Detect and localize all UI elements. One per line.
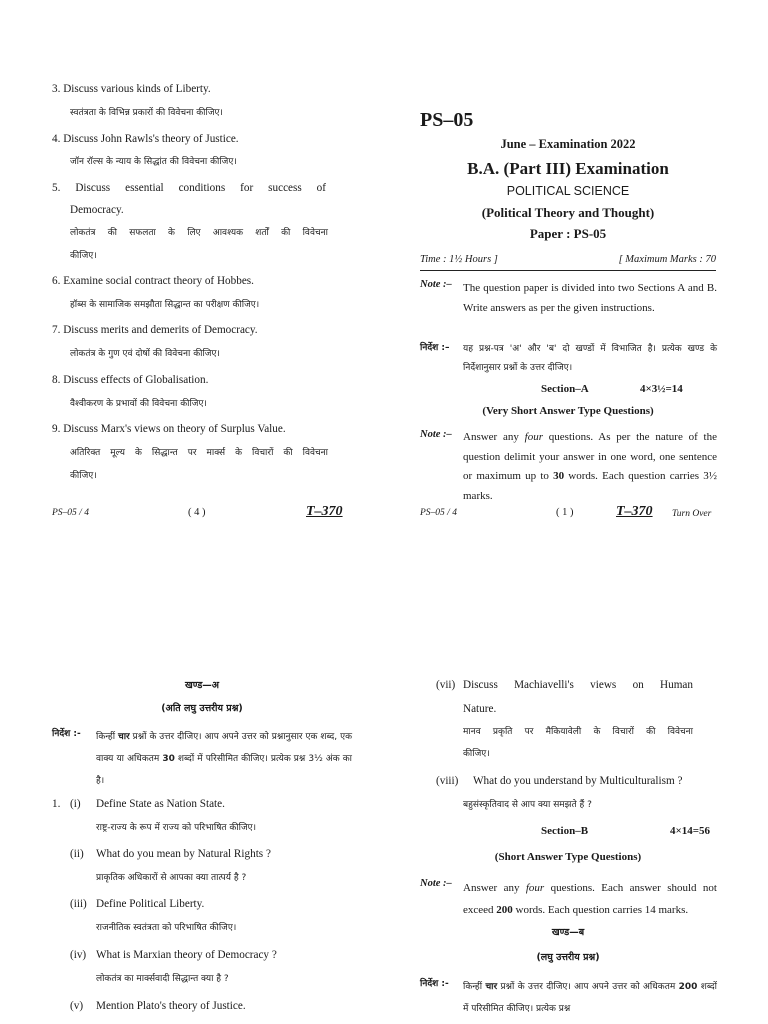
- divider: [420, 270, 716, 271]
- note-text: Answer any four questions. Each answer should not exceed 200 words. Each question carries 14 marks.: [463, 882, 717, 916]
- item-4-number: (iv): [70, 949, 87, 961]
- exam-session: June – Examination 2022: [500, 137, 636, 151]
- note2-label: Note :–: [420, 429, 452, 440]
- note2-text: Answer any four questions. As per the nature of the question delimit your answer in one word, one sentence or maximum up to 30 words. Each question carries 3½ marks.: [463, 431, 717, 502]
- paper-number: Paper : PS-05: [529, 226, 607, 241]
- note-label: Note :–: [420, 279, 452, 290]
- question-7-hindi: लोकतंत्र के गुण एवं दोषों की विवेचना कीजिए।: [70, 349, 220, 359]
- question-4: 4. Discuss John Rawls's theory of Justice.: [52, 133, 239, 145]
- item-4-text: What is Marxian theory of Democracy ?: [96, 949, 277, 961]
- item-1-text: Define State as Nation State.: [96, 798, 225, 810]
- note-label: Note :–: [420, 878, 452, 889]
- question-9-hindi: अतिरिक्त मूल्य के सिद्धान्त पर मार्क्स के विचारों की विवेचना कीजिए।: [70, 448, 328, 481]
- question-6: 6. Examine social contract theory of Hobbes.: [52, 275, 254, 287]
- footer-tcode: T–370: [616, 504, 653, 519]
- khand-a-type: (अति लघु उत्तरीय प्रश्न): [161, 703, 243, 714]
- question-8-hindi: वैश्वीकरण के प्रभावों की विवेचना कीजिए।: [70, 399, 207, 409]
- item-4-hindi: लोकतंत्र का मार्क्सवादी सिद्धान्त क्या है ?: [96, 974, 229, 984]
- turn-over: Turn Over: [672, 509, 712, 519]
- item-5-number: (v): [70, 1000, 84, 1012]
- question-6-hindi: हॉब्स के सामाजिक समझौता सिद्धान्त का परीक्षण कीजिए।: [70, 300, 260, 310]
- item-3-number: (iii): [70, 898, 87, 910]
- nirdesh-text: यह प्रश्न-पत्र 'अ' और 'ब' दो खण्डों में विभाजित है। प्रत्येक खण्ड के निर्देशानुसार प्रश्नों के उत्तर दीजिए।: [463, 344, 717, 373]
- item-3-text: Define Political Liberty.: [96, 898, 205, 910]
- item-8-number: (viii): [436, 775, 459, 787]
- section-b-title: Section–B: [541, 825, 589, 837]
- footer-code: PS–05 / 4: [420, 508, 457, 518]
- exam-topic: (Political Theory and Thought): [481, 205, 655, 220]
- question-5: 5. Discuss essential conditions for success of Democracy.: [52, 182, 326, 216]
- time-allowed: Time : 1½ Hours ]: [420, 254, 498, 265]
- maximum-marks: [ Maximum Marks : 70: [618, 254, 716, 265]
- item-8-hindi: बहुसंस्कृतिवाद से आप क्या समझते हैं ?: [463, 800, 592, 810]
- nirdesh-label: निर्देश :-: [420, 979, 449, 989]
- question-3-hindi: स्वतंत्रता के विभिन्न प्रकारों की विवेचना कीजिए।: [70, 108, 223, 118]
- nirdesh-label: निर्देश :-: [52, 729, 81, 739]
- khand-b-title: खण्ड—ब: [551, 927, 585, 938]
- item-5-text: Mention Plato's theory of Justice.: [96, 1000, 246, 1012]
- item-7-hindi: मानव प्रकृति पर मैकियावेली के विचारों की विवेचना कीजिए।: [463, 727, 693, 759]
- item-2-text: What do you mean by Natural Rights ?: [96, 848, 271, 860]
- khand-b-type: (लघु उत्तरीय प्रश्न): [536, 952, 600, 963]
- section-b-type: (Short Answer Type Questions): [494, 851, 642, 863]
- footer-code: PS–05 / 4: [52, 508, 89, 518]
- question-9: 9. Discuss Marx's views on theory of Surplus Value.: [52, 423, 286, 435]
- khand-a-title: खण्ड—अ: [184, 680, 220, 691]
- question-5-hindi: लोकतंत्र की सफलता के लिए आवश्यक शर्तों की विवेचना कीजिए।: [70, 228, 328, 261]
- nirdesh-label: निर्देश :–: [420, 343, 450, 353]
- note-text: The question paper is divided into two Sections A and B. Write answers as per the given instructions.: [463, 282, 717, 314]
- section-a-type: (Very Short Answer Type Questions): [482, 405, 654, 417]
- question-3: 3. Discuss various kinds of Liberty.: [52, 83, 211, 95]
- section-a-title: Section–A: [541, 383, 589, 395]
- item-3-hindi: राजनीतिक स्वतंत्रता को परिभाषित कीजिए।: [96, 923, 237, 933]
- item-1-hindi: राष्ट्र-राज्य के रूप में राज्य को परिभाषित कीजिए।: [96, 823, 257, 833]
- footer-page-number: ( 1 ): [556, 507, 574, 518]
- footer-page-number: ( 4 ): [188, 507, 206, 518]
- item-7-text: Discuss Machiavelli's views on Human Nature.: [463, 679, 693, 715]
- footer-tcode: T–370: [306, 504, 343, 519]
- nirdesh-text: किन्हीं चार प्रश्नों के उत्तर दीजिए। आप अपने उत्तर को अधिकतम 200 शब्दों में परिसीमित कीजिए। प्रत्येक प्रश्न: [463, 982, 717, 1014]
- item-1-number: (i): [70, 798, 81, 810]
- item-2-hindi: प्राकृतिक अधिकारों से आपका क्या तात्पर्य है ?: [96, 873, 247, 883]
- exam-degree: B.A. (Part III) Examination: [467, 159, 669, 178]
- paper-code: PS–05: [420, 109, 474, 131]
- item-2-number: (ii): [70, 848, 84, 860]
- question-1-number: 1.: [52, 798, 61, 810]
- question-8: 8. Discuss effects of Globalisation.: [52, 374, 209, 386]
- exam-subject: POLITICAL SCIENCE: [506, 184, 630, 198]
- question-4-hindi: जॉन रॉल्स के न्याय के सिद्धांत की विवेचना कीजिए।: [70, 157, 237, 167]
- question-7: 7. Discuss merits and demerits of Democracy.: [52, 324, 258, 336]
- item-8-text: What do you understand by Multiculturalism ?: [473, 775, 683, 787]
- nirdesh-text: किन्हीं चार प्रश्नों के उत्तर दीजिए। आप अपने उत्तर को प्रश्नानुसार एक शब्द, एक वाक्य या अधिकतम 30 शब्दों में परिसीमित कीजिए। प्रत्येक प्रश्न 3½ अंक का है।: [96, 732, 352, 786]
- section-a-marks: 4×3½=14: [640, 383, 683, 395]
- item-7-number: (vii): [436, 679, 456, 691]
- section-b-marks: 4×14=56: [670, 825, 711, 837]
